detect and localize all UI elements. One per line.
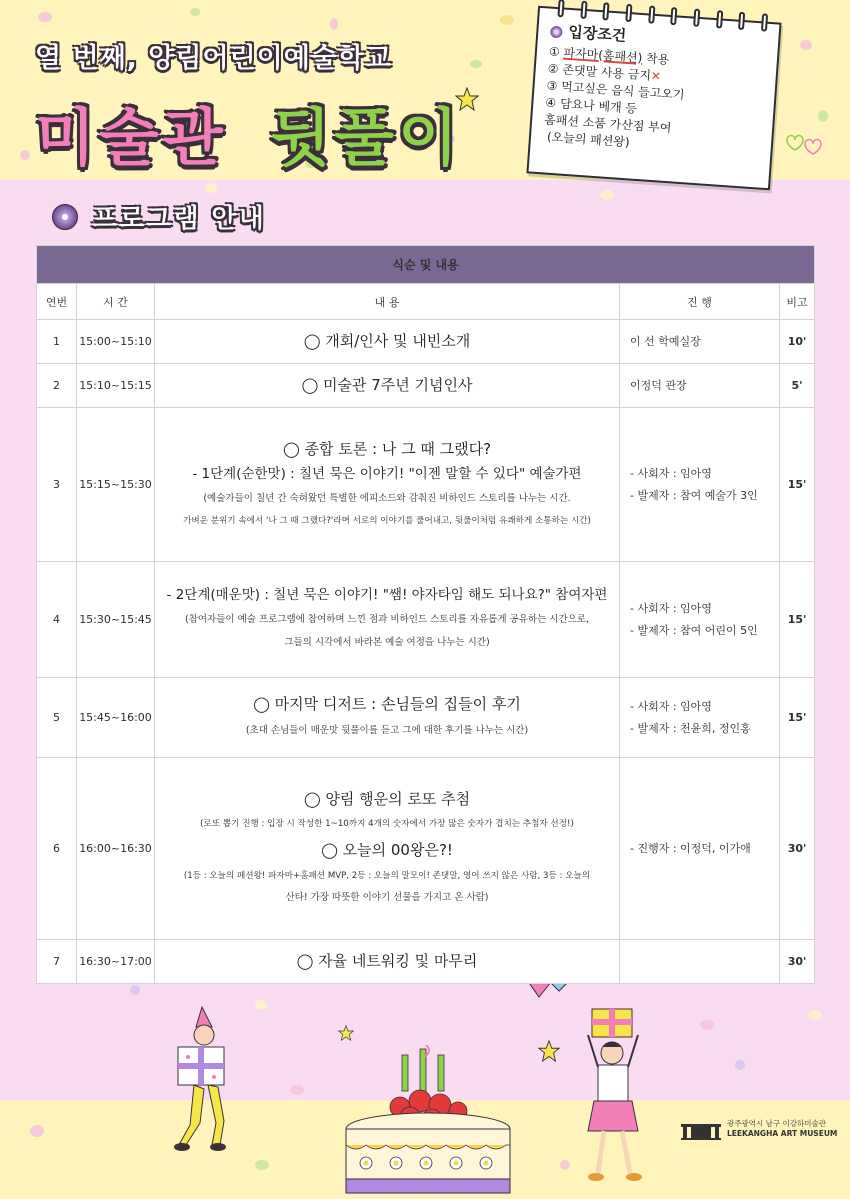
program-table [36, 245, 815, 984]
hearts-icon [785, 130, 825, 160]
confetti-dot [330, 18, 338, 30]
column-header-num: 연번 [37, 284, 77, 320]
note-item: ④ 담요나 베개 등 [544, 95, 638, 116]
note-extra: (오늘의 패션왕) [546, 129, 631, 150]
museum-logo [681, 1118, 837, 1140]
table-row: 1 15:00~15:10 ◯ 개회/인사 및 내빈소개 이 선 학예실장 10' [37, 320, 815, 364]
confetti-dot [470, 60, 482, 68]
table-title: 식순 및 내용 [37, 246, 815, 284]
table-row: 7 16:30~17:00 ◯ 자율 네트워킹 및 마무리 30' [37, 940, 815, 984]
note-item: ① 파자마(홈패션) 착용 [548, 44, 670, 67]
entry-conditions-note [526, 6, 781, 191]
star-icon [538, 1040, 560, 1062]
event-title [35, 88, 462, 177]
table-row: 4 15:30~15:45 - 2단계(매운맛) : 칠년 묵은 이야기! "쌤! 야자타임 해도 되나요?" 참여자편 (참여자들이 예술 프로그램에 참여하며 느낀 점과 비하인드 스토리를 자유롭게 공유하는 시간으로, 그들의 시각에서 바라본 예술 여정을 나누는 시간) - 사회자 : 임아영 - 발제자 : 참여 어린이 5인 15' [37, 562, 815, 678]
star-icon [338, 1025, 354, 1041]
column-header-content: 내 용 [155, 284, 620, 320]
confetti-dot [560, 1160, 570, 1170]
title-part-1: 미술관 [35, 101, 227, 174]
column-header-host: 진 행 [620, 284, 780, 320]
museum-name-korean: 광주광역시 남구 이강하미술관 [727, 1119, 826, 1128]
person-raising-gift-illustration [578, 1005, 658, 1190]
column-header-time: 시 간 [77, 284, 155, 320]
confetti-dot [255, 1000, 267, 1010]
confetti-dot [38, 12, 52, 22]
museum-name-english: LEEKANGHA ART MUSEUM [727, 1129, 838, 1138]
confetti-dot [735, 1060, 745, 1070]
table-row: 2 15:10~15:15 ◯ 미술관 7주년 기념인사 이정덕 관장 5' [37, 364, 815, 408]
note-extra: 홈패션 소품 가산점 부여 [543, 112, 672, 136]
confetti-dot [818, 110, 828, 122]
event-subtitle: 열 번째, 양림어린이예술학교 [35, 43, 393, 74]
confetti-dot [30, 1125, 44, 1137]
birthday-cake-illustration [340, 1045, 515, 1199]
confetti-dot [800, 40, 812, 50]
confetti-dot [290, 1085, 304, 1095]
disc-bullet-icon [550, 25, 563, 38]
confetti-dot [205, 183, 217, 193]
section-title: 프로그램 안내 [52, 198, 266, 235]
table-row: 5 15:45~16:00 ◯ 마지막 디저트 : 손님들의 집들이 후기 (초대 손님들이 매운맛 뒷풀이를 듣고 그에 대한 후기를 나누는 시간) - 사회자 : 임아영 - 발제자 : 천윤희, 정인홍 15' [37, 678, 815, 758]
confetti-dot [808, 1010, 822, 1020]
note-item: ② 존댓말 사용 금지✕ [547, 61, 662, 84]
note-item: ③ 먹고싶은 음식 들고오기 [546, 78, 685, 103]
confetti-dot [190, 8, 200, 16]
confetti-dot [255, 1160, 269, 1170]
column-header-note: 비고 [780, 284, 815, 320]
confetti-dot [130, 985, 140, 995]
table-row: 3 15:15~15:30 ◯ 종합 토론 : 나 그 때 그랬다? - 1단계(순한맛) : 칠년 묵은 이야기! "이젠 말할 수 있다" 예술가편 (예술가들이 칠년 간 숙혀왔던 특별한 에피소드와 감춰진 비하인드 스토리를 나누는 시간. 가벼운 분위기 속에서 '나 그 때 그랬다?'라며 서로의 이야기를 풀어내고, 뒷풀이처럼 유쾌하게 소통하는 시간) - 사회자 : 임아영 - 발제자 : 참여 예술가 3인 15' [37, 408, 815, 562]
confetti-dot [500, 15, 514, 25]
confetti-dot [20, 150, 30, 160]
note-title: 입장조건 [550, 23, 776, 56]
confetti-dot [700, 1020, 714, 1030]
person-with-gift-illustration [160, 1005, 250, 1155]
confetti-dot [600, 190, 614, 200]
disc-icon [52, 204, 78, 230]
title-part-2: 뒷풀이 [270, 101, 462, 174]
table-row: 6 16:00~16:30 ◯ 양림 행운의 로또 추첨 (로또 뽑기 진행 : 입장 시 작성한 1~10까지 4개의 숫자에서 가장 많은 숫자가 겹치는 추첨자 선정!) ◯ 오늘의 00왕은?! (1등 : 오늘의 패션왕! 파자마+홈패션 MVP, 2등 : 오늘의 말모이! 존댓말, 영어 쓰지 않은 사람, 3등 : 오늘의 산타! 가장 따뜻한 이야기 선물을 가지고 온 사람) - 진행자 : 이정덕, 이가애 30' [37, 758, 815, 940]
museum-building-icon [681, 1118, 721, 1140]
cross-mark-icon: ✕ [650, 68, 662, 84]
